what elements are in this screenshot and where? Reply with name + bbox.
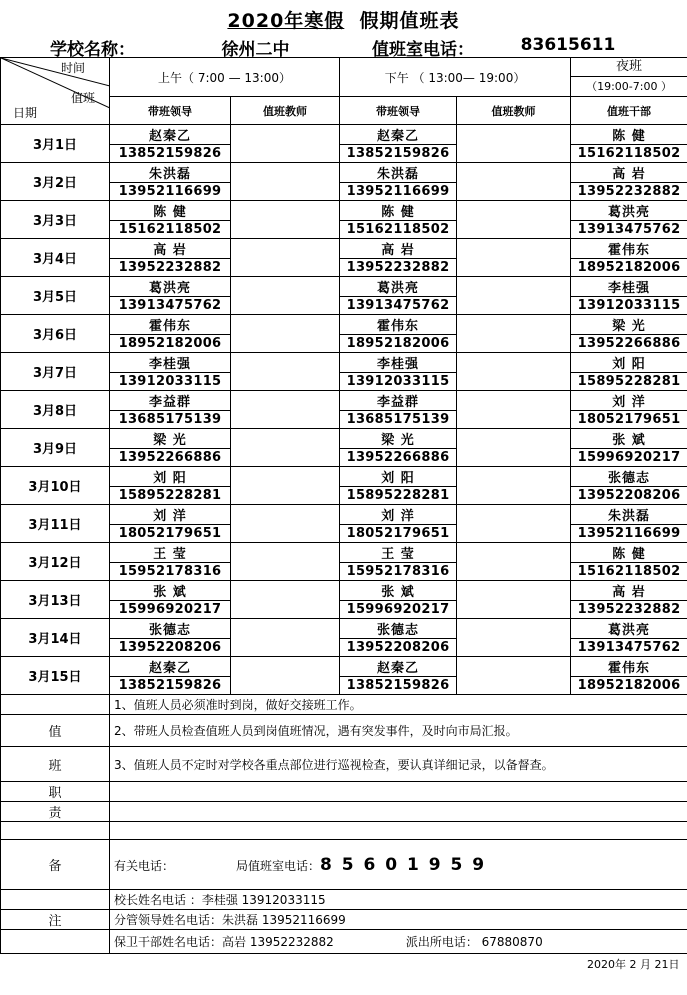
pm-teacher-cell	[457, 429, 571, 467]
pm-teacher-cell	[457, 657, 571, 695]
table-row	[1, 277, 687, 297]
notes-content-cell: 2、带班人员检查值班人员到岗值班情况，遇有突发事件，及时向市局汇报。	[110, 715, 687, 747]
night-cadre-name: 梁 光	[571, 315, 687, 335]
night-cadre-name: 霍伟东	[571, 657, 687, 677]
header-am-teacher: 值班教师	[231, 97, 340, 125]
table-row	[1, 657, 687, 677]
header-morning: 上午（ 7:00 — 13:00）	[110, 58, 340, 97]
night-cadre-name: 葛洪亮	[571, 201, 687, 221]
notes-content-cell	[110, 822, 687, 840]
date-cell: 3月1日	[1, 125, 110, 163]
school-name-value: 徐州二中	[153, 35, 358, 58]
corner-header-cell	[1, 58, 110, 125]
notes-row	[1, 822, 687, 840]
pm-leader-name: 赵秦乙	[340, 125, 457, 145]
am-leader-phone: 15895228281	[110, 487, 231, 505]
pm-leader-name: 李桂强	[340, 353, 457, 373]
date-cell: 3月12日	[1, 543, 110, 581]
night-cadre-phone: 15162118502	[571, 563, 687, 581]
notes-label-cell: 注	[1, 910, 110, 930]
am-teacher-cell	[231, 277, 340, 315]
notes-label-cell	[1, 822, 110, 840]
am-teacher-cell	[231, 543, 340, 581]
date-cell: 3月3日	[1, 201, 110, 239]
header-am-leader: 带班领导	[110, 97, 231, 125]
notes-content-cell: 3、值班人员不定时对学校各重点部位进行巡视检查，要认真详细记录，以备督查。	[110, 747, 687, 782]
bureau-phone: 8 5 6 0 1 9 5 9	[320, 854, 487, 875]
am-leader-phone: 15996920217	[110, 601, 231, 619]
table-row	[1, 619, 687, 639]
night-cadre-phone: 13912033115	[571, 297, 687, 315]
pm-leader-phone: 15952178316	[340, 563, 457, 581]
pm-leader-name: 朱洪磊	[340, 163, 457, 183]
night-cadre-phone: 13952232882	[571, 601, 687, 619]
pm-teacher-cell	[457, 163, 571, 201]
night-cadre-name: 高 岩	[571, 163, 687, 183]
notes-content-cell: 分管领导姓名电话：朱洪磊 13952116699	[110, 910, 687, 930]
notes-label-cell: 班	[1, 747, 110, 782]
am-leader-phone: 18952182006	[110, 335, 231, 353]
date-cell: 3月4日	[1, 239, 110, 277]
pm-leader-phone: 13912033115	[340, 373, 457, 391]
pm-leader-name: 高 岩	[340, 239, 457, 259]
notes-row	[1, 695, 687, 715]
am-leader-phone: 13852159826	[110, 677, 231, 695]
table-row	[1, 315, 687, 335]
night-cadre-phone: 15895228281	[571, 373, 687, 391]
title-gap	[344, 10, 359, 32]
date-cell: 3月6日	[1, 315, 110, 353]
am-leader-phone: 13952232882	[110, 259, 231, 277]
pm-leader-phone: 13952266886	[340, 449, 457, 467]
table-row	[1, 505, 687, 525]
am-teacher-cell	[231, 391, 340, 429]
date-cell: 3月7日	[1, 353, 110, 391]
pm-leader-name: 陈 健	[340, 201, 457, 221]
night-cadre-phone: 18052179651	[571, 411, 687, 429]
notes-label-cell: 值	[1, 715, 110, 747]
am-teacher-cell	[231, 315, 340, 353]
night-cadre-name: 朱洪磊	[571, 505, 687, 525]
pm-leader-name: 葛洪亮	[340, 277, 457, 297]
pm-leader-name: 赵秦乙	[340, 657, 457, 677]
am-teacher-cell	[231, 619, 340, 657]
pm-leader-phone: 13913475762	[340, 297, 457, 315]
header-night-cadre: 值班干部	[571, 97, 687, 125]
pm-teacher-cell	[457, 125, 571, 163]
date-cell: 3月11日	[1, 505, 110, 543]
pm-leader-phone: 15162118502	[340, 221, 457, 239]
am-teacher-cell	[231, 125, 340, 163]
pm-teacher-cell	[457, 543, 571, 581]
table-row	[1, 429, 687, 449]
night-cadre-phone: 13952232882	[571, 183, 687, 201]
am-leader-phone: 15162118502	[110, 221, 231, 239]
notes-label-cell	[1, 930, 110, 954]
night-cadre-name: 葛洪亮	[571, 619, 687, 639]
pm-leader-phone: 18052179651	[340, 525, 457, 543]
pm-teacher-cell	[457, 505, 571, 543]
am-leader-name: 王 莹	[110, 543, 231, 563]
am-teacher-cell	[231, 239, 340, 277]
pm-leader-phone: 15996920217	[340, 601, 457, 619]
date-cell: 3月9日	[1, 429, 110, 467]
date-cell: 3月8日	[1, 391, 110, 429]
am-leader-phone: 13912033115	[110, 373, 231, 391]
am-leader-name: 刘 洋	[110, 505, 231, 525]
table-row	[1, 163, 687, 183]
am-leader-name: 朱洪磊	[110, 163, 231, 183]
pm-teacher-cell	[457, 581, 571, 619]
phones-label: 有关电话：	[114, 858, 175, 873]
night-cadre-phone: 13952266886	[571, 335, 687, 353]
table-row	[1, 391, 687, 411]
am-leader-name: 葛洪亮	[110, 277, 231, 297]
title-suffix: 假期值班表	[359, 10, 460, 32]
roster-table	[0, 57, 687, 974]
am-leader-name: 梁 光	[110, 429, 231, 449]
pm-teacher-cell	[457, 619, 571, 657]
night-cadre-name: 刘 阳	[571, 353, 687, 373]
notes-content-cell: 校长姓名电话 ：李桂强 13912033115	[110, 890, 687, 910]
pm-leader-name: 李益群	[340, 391, 457, 411]
header-night-cell	[571, 58, 687, 97]
security-contact: 保卫干部姓名电话：高岩 13952232882	[114, 935, 334, 949]
header-night-time: （19:00-7:00 ）	[586, 80, 672, 93]
footer-date: 2020年 2 月 21日	[587, 957, 680, 971]
date-cell: 3月15日	[1, 657, 110, 695]
am-leader-phone: 13952208206	[110, 639, 231, 657]
am-teacher-cell	[231, 201, 340, 239]
date-cell: 3月2日	[1, 163, 110, 201]
notes-label-cell: 责	[1, 802, 110, 822]
night-cadre-name: 霍伟东	[571, 239, 687, 259]
pm-teacher-cell	[457, 467, 571, 505]
am-leader-phone: 13952266886	[110, 449, 231, 467]
date-cell: 3月10日	[1, 467, 110, 505]
am-leader-name: 霍伟东	[110, 315, 231, 335]
am-leader-phone: 15952178316	[110, 563, 231, 581]
notes-row	[1, 910, 687, 930]
notes-label-cell: 备	[1, 840, 110, 890]
am-teacher-cell	[231, 163, 340, 201]
notes-row	[1, 930, 687, 954]
night-cadre-phone: 18952182006	[571, 677, 687, 695]
notes-row	[1, 782, 687, 802]
pm-leader-name: 霍伟东	[340, 315, 457, 335]
pm-teacher-cell	[457, 353, 571, 391]
pm-leader-phone: 13952208206	[340, 639, 457, 657]
table-row	[1, 581, 687, 601]
night-cadre-name: 张德志	[571, 467, 687, 487]
title-prefix: 2020年寒假	[227, 10, 345, 32]
table-row	[1, 125, 687, 145]
header-night: 夜班	[571, 58, 687, 77]
roster-title	[0, 6, 687, 33]
am-teacher-cell	[231, 581, 340, 619]
pm-teacher-cell	[457, 315, 571, 353]
night-cadre-phone: 13952116699	[571, 525, 687, 543]
night-cadre-name: 刘 洋	[571, 391, 687, 411]
am-leader-name: 赵秦乙	[110, 125, 231, 145]
notes-content-cell: 1、值班人员必须准时到岗，做好交接班工作。	[110, 695, 687, 715]
night-cadre-phone: 15996920217	[571, 449, 687, 467]
pm-teacher-cell	[457, 239, 571, 277]
header-row-1	[1, 58, 687, 97]
pm-leader-name: 刘 阳	[340, 467, 457, 487]
am-leader-phone: 13913475762	[110, 297, 231, 315]
header-pm-teacher: 值班教师	[457, 97, 571, 125]
bureau-phone-label: 局值班室电话：	[236, 858, 321, 873]
night-cadre-phone: 13913475762	[571, 639, 687, 657]
am-leader-name: 高 岩	[110, 239, 231, 259]
am-teacher-cell	[231, 353, 340, 391]
notes-row	[1, 802, 687, 822]
pm-leader-phone: 15895228281	[340, 487, 457, 505]
header-afternoon: 下午 （ 13:00— 19:00）	[340, 58, 571, 97]
am-teacher-cell	[231, 467, 340, 505]
notes-content-cell	[110, 802, 687, 822]
night-cadre-phone: 13913475762	[571, 221, 687, 239]
school-name-label: 学校名称：	[50, 40, 135, 60]
pm-leader-phone: 13852159826	[340, 145, 457, 163]
notes-content-cell	[110, 840, 687, 890]
am-leader-name: 陈 健	[110, 201, 231, 221]
am-leader-name: 李桂强	[110, 353, 231, 373]
notes-row	[1, 840, 687, 890]
night-cadre-phone: 13952208206	[571, 487, 687, 505]
am-teacher-cell	[231, 429, 340, 467]
notes-content-cell	[110, 930, 687, 954]
night-cadre-name: 陈 健	[571, 125, 687, 145]
pm-leader-phone: 18952182006	[340, 335, 457, 353]
night-cadre-name: 高 岩	[571, 581, 687, 601]
pm-leader-name: 张 斌	[340, 581, 457, 601]
am-leader-name: 张 斌	[110, 581, 231, 601]
pm-teacher-cell	[457, 201, 571, 239]
am-leader-phone: 13685175139	[110, 411, 231, 429]
notes-row	[1, 715, 687, 747]
pm-leader-name: 王 莹	[340, 543, 457, 563]
am-leader-phone: 13852159826	[110, 145, 231, 163]
night-cadre-name: 李桂强	[571, 277, 687, 297]
pm-leader-name: 刘 洋	[340, 505, 457, 525]
notes-label-cell	[1, 695, 110, 715]
am-leader-name: 张德志	[110, 619, 231, 639]
header-date: 日期	[13, 106, 38, 120]
night-cadre-phone: 18952182006	[571, 259, 687, 277]
date-cell: 3月5日	[1, 277, 110, 315]
notes-label-cell: 职	[1, 782, 110, 802]
am-leader-name: 刘 阳	[110, 467, 231, 487]
police-phone: 派出所电话： 67880870	[405, 935, 543, 949]
duty-phone-label: 值班室电话：	[372, 40, 474, 60]
pm-teacher-cell	[457, 391, 571, 429]
am-leader-name: 赵秦乙	[110, 657, 231, 677]
header-duty: 值班	[71, 91, 96, 105]
pm-leader-name: 张德志	[340, 619, 457, 639]
pm-teacher-cell	[457, 277, 571, 315]
pm-leader-phone: 13852159826	[340, 677, 457, 695]
notes-label-cell	[1, 890, 110, 910]
footer-row	[1, 954, 687, 974]
date-cell: 3月13日	[1, 581, 110, 619]
notes-content-cell	[110, 782, 687, 802]
table-row	[1, 467, 687, 487]
am-leader-phone: 13952116699	[110, 183, 231, 201]
am-leader-phone: 18052179651	[110, 525, 231, 543]
header-pm-leader: 带班领导	[340, 97, 457, 125]
pm-leader-name: 梁 光	[340, 429, 457, 449]
table-row	[1, 353, 687, 373]
am-leader-name: 李益群	[110, 391, 231, 411]
date-cell: 3月14日	[1, 619, 110, 657]
pm-leader-phone: 13952232882	[340, 259, 457, 277]
table-row	[1, 239, 687, 259]
notes-row	[1, 890, 687, 910]
night-cadre-name: 张 斌	[571, 429, 687, 449]
table-row	[1, 201, 687, 221]
table-row	[1, 543, 687, 563]
header-time: 时间	[61, 61, 86, 75]
pm-leader-phone: 13952116699	[340, 183, 457, 201]
am-teacher-cell	[231, 505, 340, 543]
night-cadre-name: 陈 健	[571, 543, 687, 563]
night-cadre-phone: 15162118502	[571, 145, 687, 163]
duty-phone-value: 83615611	[497, 35, 639, 58]
notes-row	[1, 747, 687, 782]
pm-leader-phone: 13685175139	[340, 411, 457, 429]
am-teacher-cell	[231, 657, 340, 695]
